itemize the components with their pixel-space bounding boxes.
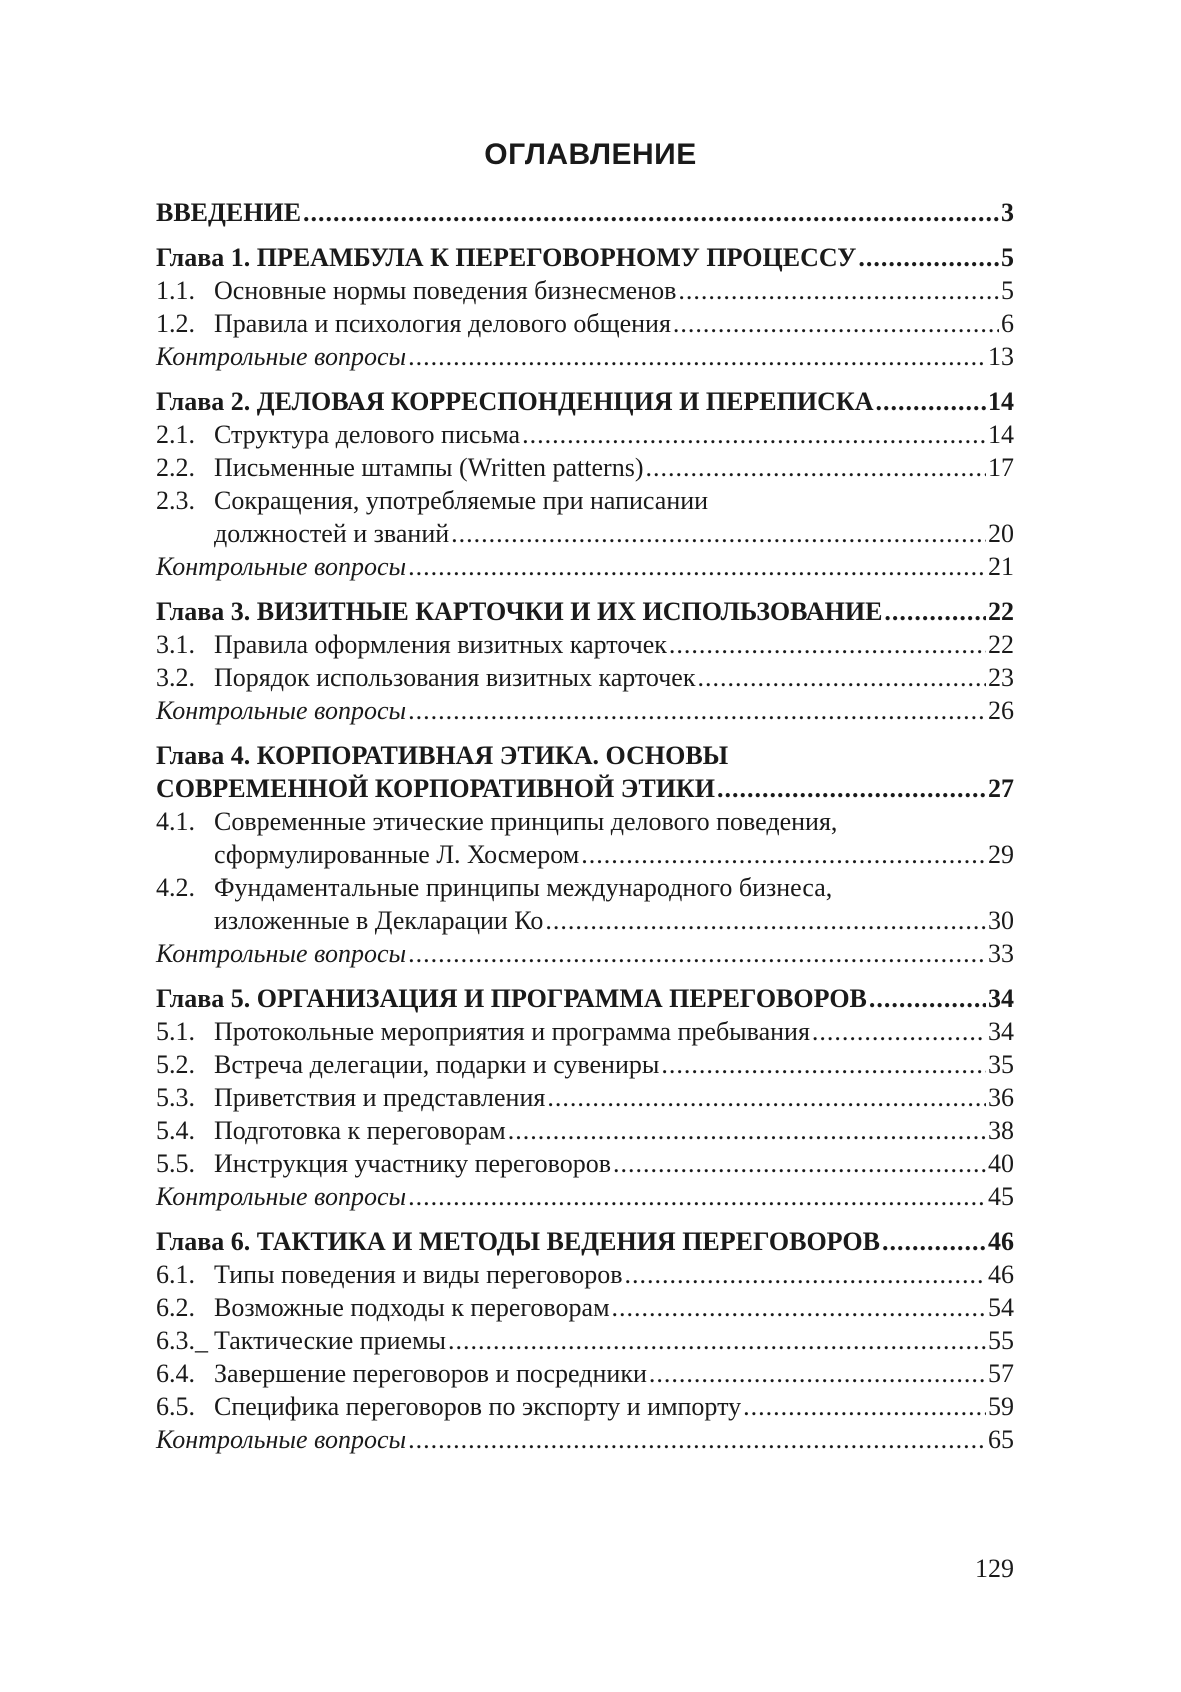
toc-section-3-2[interactable] [156, 661, 1014, 694]
dot-leader [678, 274, 999, 307]
toc-entry-label: Современные этические принципы делового поведения, [214, 807, 838, 836]
dot-leader [884, 595, 986, 628]
toc-entry-label: Встреча делегации, подарки и сувениры [214, 1050, 660, 1079]
toc-page-number: 14 [988, 387, 1014, 416]
toc-section-4-2-line1[interactable] [156, 871, 1014, 904]
dot-leader [743, 1390, 986, 1423]
dot-leader [869, 982, 986, 1015]
toc-section-4-2[interactable] [156, 904, 1014, 937]
toc-section-2-1[interactable] [156, 418, 1014, 451]
dot-leader [408, 1423, 986, 1456]
dot-leader [448, 1324, 986, 1357]
toc-entry-label: Контрольные вопросы [156, 342, 407, 371]
toc-section-6-2[interactable] [156, 1291, 1014, 1324]
dot-leader [612, 1291, 986, 1324]
toc-section-5-1[interactable] [156, 1015, 1014, 1048]
toc-entry-label: должностей и званий [214, 519, 450, 548]
toc-section-2-3-line1[interactable] [156, 484, 1014, 517]
section-number: 4.1. [156, 807, 195, 836]
toc-entry-label: Структура делового письма [214, 420, 521, 449]
toc-entry-label: Сокращения, употребляемые при написании [214, 486, 709, 515]
section-number: 4.2. [156, 873, 195, 902]
toc-page-number: 23 [988, 663, 1014, 692]
toc-entry-label: Контрольные вопросы [156, 1182, 407, 1211]
section-number: 2.1. [156, 420, 195, 449]
section-number: 5.5. [156, 1149, 195, 1178]
toc-section-4-1-line1[interactable] [156, 805, 1014, 838]
toc-section-6-3[interactable] [156, 1324, 1014, 1357]
dot-leader [303, 196, 999, 229]
dot-leader [545, 904, 986, 937]
page-folio: 129 [975, 1554, 1014, 1583]
toc-chapter-2[interactable] [156, 385, 1014, 418]
toc-entry-label: сформулированные Л. Хосмером [214, 840, 580, 869]
toc-page-number: 17 [988, 453, 1014, 482]
dot-leader [697, 661, 986, 694]
toc-section-6-1[interactable] [156, 1258, 1014, 1291]
section-number: 6.1. [156, 1260, 195, 1289]
toc-page-number: 22 [988, 630, 1014, 659]
toc-page-number: 40 [988, 1149, 1014, 1178]
toc-section-5-5[interactable] [156, 1147, 1014, 1180]
toc-entry-label: Тактические приемы [214, 1326, 447, 1355]
dot-leader [717, 772, 986, 805]
toc-section-5-2[interactable] [156, 1048, 1014, 1081]
toc-page-number: 34 [988, 1017, 1014, 1046]
dot-leader [522, 418, 986, 451]
toc-entry-label: Контрольные вопросы [156, 696, 407, 725]
dot-leader [408, 937, 986, 970]
toc-page-number: 27 [988, 774, 1014, 803]
toc-section-5-3[interactable] [156, 1081, 1014, 1114]
toc-entry-label: Правила оформления визитных карточек [214, 630, 667, 659]
section-number: 6.4. [156, 1359, 195, 1388]
toc-entry-label: Контрольные вопросы [156, 939, 407, 968]
toc-page-number: 13 [988, 342, 1014, 371]
toc-chapter-4[interactable] [156, 772, 1014, 805]
dot-leader [661, 1048, 986, 1081]
dot-leader [408, 550, 986, 583]
section-number: 6.5. [156, 1392, 195, 1421]
toc-review-questions-6[interactable] [156, 1423, 1014, 1456]
toc-section-2-2[interactable] [156, 451, 1014, 484]
toc-page-number: 22 [988, 597, 1014, 626]
page-title: ОГЛАВЛЕНИЕ [484, 138, 697, 171]
section-number: 6.3._ [156, 1326, 208, 1355]
toc-entry-label: Контрольные вопросы [156, 1425, 407, 1454]
toc-page-number: 5 [1001, 276, 1014, 305]
toc-page-number: 46 [988, 1227, 1014, 1256]
dot-leader [547, 1081, 986, 1114]
toc-entry-label: Глава 5. ОРГАНИЗАЦИЯ И ПРОГРАММА ПЕРЕГОВОРОВ [156, 984, 867, 1013]
toc-section-6-4[interactable] [156, 1357, 1014, 1390]
toc-entry-label: Глава 6. ТАКТИКА И МЕТОДЫ ВЕДЕНИЯ ПЕРЕГОВОРОВ [156, 1227, 880, 1256]
section-number: 5.3. [156, 1083, 195, 1112]
section-number: 1.2. [156, 309, 195, 338]
toc-entry-label: Глава 2. ДЕЛОВАЯ КОРРЕСПОНДЕНЦИЯ И ПЕРЕПИСКА [156, 387, 874, 416]
toc-review-questions-1[interactable] [156, 340, 1014, 373]
toc-page-number: 54 [988, 1293, 1014, 1322]
toc-entry-label: Глава 1. ПРЕАМБУЛА К ПЕРЕГОВОРНОМУ ПРОЦЕССУ [156, 243, 857, 272]
dot-leader [649, 1357, 986, 1390]
toc-entry-label: изложенные в Декларации Ко [214, 906, 544, 935]
toc-entry-label: Контрольные вопросы [156, 552, 407, 581]
section-number: 3.2. [156, 663, 195, 692]
toc-page-number: 46 [988, 1260, 1014, 1289]
dot-leader [882, 1225, 986, 1258]
toc-page-number: 5 [1001, 243, 1014, 272]
toc-chapter-1[interactable] [156, 241, 1014, 274]
toc-section-1-2[interactable] [156, 307, 1014, 340]
toc-section-5-4[interactable] [156, 1114, 1014, 1147]
toc-entry-label: Фундаментальные принципы международного бизнеса, [214, 873, 833, 902]
toc-section-6-5[interactable] [156, 1390, 1014, 1423]
toc-page-number: 33 [988, 939, 1014, 968]
toc-review-questions-3[interactable] [156, 694, 1014, 727]
dot-leader [669, 628, 986, 661]
toc-entry-label: Типы поведения и виды переговоров [214, 1260, 623, 1289]
toc-entry-label: Специфика переговоров по экспорту и импорту [214, 1392, 742, 1421]
toc-entry-introduction[interactable] [156, 196, 1014, 229]
toc-page-number: 55 [988, 1326, 1014, 1355]
toc-entry-label: Протокольные мероприятия и программа пребывания [214, 1017, 810, 1046]
section-number: 6.2. [156, 1293, 195, 1322]
section-number: 5.1. [156, 1017, 195, 1046]
section-number: 5.2. [156, 1050, 195, 1079]
toc-page-number: 35 [988, 1050, 1014, 1079]
toc-entry-label: Глава 4. КОРПОРАТИВНАЯ ЭТИКА. ОСНОВЫ [156, 741, 729, 770]
dot-leader [408, 1180, 986, 1213]
toc-page-number: 57 [988, 1359, 1014, 1388]
dot-leader [451, 517, 986, 550]
toc-entry-label: СОВРЕМЕННОЙ КОРПОРАТИВНОЙ ЭТИКИ [156, 774, 715, 803]
toc-page-number: 36 [988, 1083, 1014, 1112]
toc-chapter-5[interactable] [156, 982, 1014, 1015]
toc-section-2-3[interactable] [156, 517, 1014, 550]
toc-page-number: 65 [988, 1425, 1014, 1454]
dot-leader [673, 307, 999, 340]
dot-leader [508, 1114, 986, 1147]
toc-page-number: 45 [988, 1182, 1014, 1211]
dot-leader [858, 241, 999, 274]
toc-entry-label: Правила и психология делового общения [214, 309, 671, 338]
toc-entry-label: Подготовка к переговорам [214, 1116, 506, 1145]
toc-entry-label: Приветствия и представления [214, 1083, 546, 1112]
toc-chapter-3[interactable] [156, 595, 1014, 628]
toc-entry-label: Глава 3. ВИЗИТНЫЕ КАРТОЧКИ И ИХ ИСПОЛЬЗОВАНИЕ [156, 597, 883, 626]
toc-page-number: 3 [1001, 198, 1014, 227]
toc-section-4-1[interactable] [156, 838, 1014, 871]
section-number: 3.1. [156, 630, 195, 659]
toc-entry-label: Инструкция участнику переговоров [214, 1149, 611, 1178]
toc-entry-label: ВВЕДЕНИЕ [156, 198, 302, 227]
toc-chapter-6[interactable] [156, 1225, 1014, 1258]
toc-page-number: 59 [988, 1392, 1014, 1421]
toc-page-number: 21 [988, 552, 1014, 581]
toc-entry-label: Порядок использования визитных карточек [214, 663, 696, 692]
toc-entry-label: Завершение переговоров и посредники [214, 1359, 647, 1388]
toc-page-number: 6 [1001, 309, 1014, 338]
toc-entry-label: Письменные штампы (Written patterns) [214, 453, 644, 482]
toc-entry-label: Основные нормы поведения бизнесменов [214, 276, 677, 305]
toc-page-number: 26 [988, 696, 1014, 725]
dot-leader [645, 451, 986, 484]
toc-review-questions-2[interactable] [156, 550, 1014, 583]
toc-section-3-1[interactable] [156, 628, 1014, 661]
table-of-contents [156, 196, 1014, 1456]
toc-page-number: 20 [988, 519, 1014, 548]
dot-leader [408, 340, 986, 373]
toc-section-1-1[interactable] [156, 274, 1014, 307]
toc-page-number: 34 [988, 984, 1014, 1013]
section-number: 2.3. [156, 486, 195, 515]
dot-leader [876, 385, 986, 418]
dot-leader [408, 694, 986, 727]
dot-leader [812, 1015, 986, 1048]
toc-review-questions-5[interactable] [156, 1180, 1014, 1213]
section-number: 2.2. [156, 453, 195, 482]
toc-chapter-4-line1[interactable] [156, 739, 1014, 772]
toc-page-number: 38 [988, 1116, 1014, 1145]
toc-review-questions-4[interactable] [156, 937, 1014, 970]
section-number: 1.1. [156, 276, 195, 305]
dot-leader [613, 1147, 986, 1180]
section-number: 5.4. [156, 1116, 195, 1145]
toc-page-number: 29 [988, 840, 1014, 869]
toc-page-number: 30 [988, 906, 1014, 935]
dot-leader [625, 1258, 986, 1291]
toc-entry-label: Возможные подходы к переговорам [214, 1293, 610, 1322]
toc-page-number: 14 [988, 420, 1014, 449]
dot-leader [581, 838, 986, 871]
